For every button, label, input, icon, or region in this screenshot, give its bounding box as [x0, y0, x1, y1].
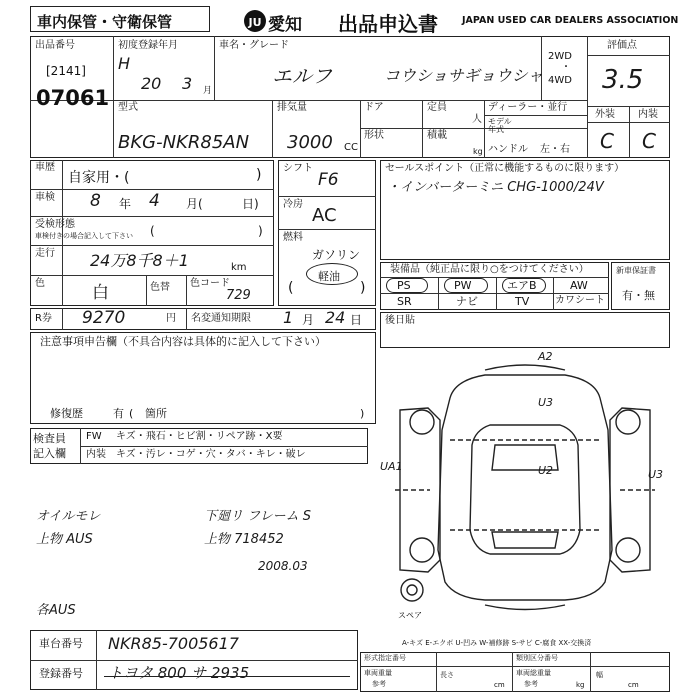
body-outline-shape — [438, 375, 612, 600]
inspector-fw-tag: FW — [86, 431, 102, 442]
load-label: 積載 — [427, 130, 447, 141]
displacement: 3000 — [287, 132, 333, 153]
inspector-int-text: キズ・汚レ・コゲ・穴・タバ・キレ・破レ — [116, 449, 306, 460]
model-designation-label: 形式指定番号 — [364, 654, 406, 662]
mileage-value: 24万8千8＋1 — [90, 251, 189, 270]
exterior-grade: C — [600, 129, 614, 153]
after-label: 後日貼 — [385, 315, 415, 326]
model-label: 型式 — [118, 102, 138, 113]
wheel-rr-icon — [616, 538, 640, 562]
color-code: 729 — [226, 288, 251, 303]
plate-label: 登録番号 — [39, 667, 83, 680]
storage-box — [30, 6, 210, 32]
interior-label: 内装 — [638, 109, 658, 120]
note-upper-left: 上物 AUS — [36, 532, 93, 547]
chassis-number: NKR85-7005617 — [108, 634, 239, 653]
note-upper-right: 上物 718452 — [204, 532, 284, 547]
damage-legend: A-キズ E-エクボ U-凹み W-補修跡 S-サビ C-腐食 XX-交換済 — [402, 639, 592, 647]
vehicle-diagram — [380, 350, 670, 620]
consignment-close: ) — [258, 224, 263, 238]
transmission-value: F6 — [318, 170, 339, 190]
color-code-label: 色コード — [190, 278, 230, 289]
capacity-label: 定員 — [427, 102, 447, 113]
lot-number: 07061 — [36, 86, 110, 110]
mileage-unit: km — [231, 262, 247, 273]
logo-text: JU — [248, 16, 262, 29]
vehicle-grade: コウショサギョウシャ — [384, 66, 544, 85]
inspection-day: 日) — [242, 197, 259, 211]
fuel-label: 燃料 — [283, 232, 303, 243]
spare-wheel-icon — [401, 579, 423, 601]
mark-u3-top: U3 — [538, 396, 554, 409]
consignment-open: ( — [150, 224, 155, 238]
interior-grade: C — [642, 129, 656, 153]
form-title: 出品申込書 — [338, 12, 438, 36]
equip-pw: PW — [454, 279, 472, 292]
chassis-label: 車台番号 — [39, 637, 83, 650]
ref-label-2: 参考 — [524, 680, 538, 688]
lot-sub: [2141] — [46, 64, 86, 78]
ac-value: AC — [312, 205, 337, 226]
inspector-fw-text: キズ・飛石・ヒビ割・リペア跡・X要 — [116, 431, 283, 442]
ac-label: 冷房 — [283, 199, 303, 210]
mark-a2: A2 — [538, 350, 553, 363]
length-label: 長さ — [440, 671, 454, 679]
notice-month-suffix: 月 — [302, 313, 315, 327]
note-date: 2008.03 — [258, 559, 308, 573]
drive-dot: ・ — [561, 62, 571, 73]
equip-sr: SR — [397, 295, 412, 308]
mark-u3-right: U3 — [648, 468, 664, 481]
total-weight-label: 車両総重量 — [516, 669, 551, 677]
recycle-yen: 円 — [166, 313, 176, 324]
length-cm: cm — [494, 681, 505, 689]
notice-month: 1 — [283, 308, 294, 327]
grade-score: 3.5 — [602, 65, 644, 95]
repair-label: 修復歴 — [50, 407, 83, 420]
color-label: 色 — [35, 278, 45, 289]
inspector-label-2: 記入欄 — [33, 447, 66, 460]
registration-era: H — [118, 54, 131, 73]
inspection-year: 8 — [90, 191, 101, 211]
recycle-label: R券 — [35, 313, 52, 324]
fuel-paren-open: ( — [288, 280, 294, 296]
equip-tv: TV — [515, 295, 530, 308]
vehicle-name: エルフ — [272, 64, 332, 88]
capacity-unit: 人 — [472, 114, 482, 125]
notes-label: 注意事項申告欄（不具合内容は具体的に記入して下さい） — [40, 335, 326, 348]
vehicle-name-label: 車名・グレード — [219, 40, 289, 51]
transmission-label: シフト — [283, 163, 313, 174]
lot-label: 出品番号 — [35, 40, 75, 51]
registration-year: 20 — [141, 74, 162, 93]
selling-points-label: セールスポイント（正常に機能するものに限ります） — [385, 163, 625, 174]
model-code: BKG-NKR85AN — [118, 132, 250, 153]
cc-unit: CC — [344, 142, 358, 153]
inspector-label-1: 検査員 — [33, 432, 66, 445]
equip-ps: PS — [397, 279, 411, 292]
mark-u2: U2 — [538, 464, 554, 477]
note-bottom: 各AUS — [36, 603, 76, 618]
wheel-rl-icon — [410, 538, 434, 562]
ref-label-1: 参考 — [372, 680, 386, 688]
registration-label: 初度登録年月 — [118, 40, 178, 51]
front-bumper-shape — [485, 365, 565, 370]
selling-points-text: ・インバーターミニ CHG-1000/24V — [387, 180, 604, 195]
inspection-gatsu: 月( — [186, 197, 203, 211]
plate-number: トヨタ 800 サ 2935 — [108, 664, 250, 682]
repair-paren-close: ) — [360, 407, 365, 420]
wheel-fr-icon — [616, 410, 640, 434]
wheel-fl-icon — [410, 410, 434, 434]
history-value: 自家用・( — [68, 170, 130, 186]
note-oil-leak: オイルモレ — [36, 509, 101, 524]
notice-day: 24 — [325, 308, 346, 327]
registration-month-suffix: 月 — [203, 86, 213, 96]
fuel-gasoline: ガソリン — [312, 248, 361, 262]
exterior-label: 外装 — [595, 109, 615, 120]
storage-label: 車内保管・守衛保管 — [37, 13, 173, 31]
door-label: ドア — [364, 102, 384, 113]
equip-aw: AW — [570, 279, 588, 292]
mileage-label: 走行 — [35, 248, 55, 259]
org-name: 愛知 — [268, 15, 302, 35]
equipment-label: 装備品（純正品に限り○をつけてください） — [390, 264, 589, 275]
color-replace-label: 色替 — [150, 282, 170, 293]
note-frame: 下廻リ フレーム S — [204, 509, 311, 524]
repair-paren-open: ( — [129, 407, 134, 420]
equip-sheet: カワシート — [555, 295, 605, 306]
inspection-month: 4 — [149, 191, 160, 211]
inspection-label: 車検 — [35, 192, 55, 203]
after-box — [380, 312, 670, 348]
handle-label: ハンドル — [488, 144, 528, 155]
bottom-right-table — [360, 652, 670, 692]
association-name: JAPAN USED CAR DEALERS ASSOCIATION — [462, 15, 679, 26]
handle-value: 左・右 — [540, 144, 570, 155]
color-value: 白 — [92, 283, 109, 303]
rear-bumper-shape — [485, 605, 565, 610]
inspection-nen: 年 — [119, 197, 132, 211]
consignment-label: 受検形態 — [35, 219, 75, 230]
width-label: 幅 — [596, 671, 603, 679]
recycle-amount: 9270 — [82, 308, 126, 328]
consignment-sub: 車検付きの場合記入して下さい — [35, 232, 133, 240]
history-close: ) — [256, 167, 262, 183]
notice-day-suffix: 日 — [350, 313, 363, 327]
drive-2wd: 2WD — [548, 51, 572, 62]
width-cm: cm — [628, 681, 639, 689]
equip-airbag: エアB — [507, 279, 537, 292]
model-year-label: モデル 年式 — [488, 117, 512, 134]
shape-label: 形状 — [364, 130, 384, 141]
repair-part: 箇所 — [145, 407, 167, 420]
fuel-diesel: 軽油 — [318, 270, 340, 283]
warranty-value: 有・無 — [622, 289, 655, 302]
drive-4wd: 4WD — [548, 75, 572, 86]
kg-unit: kg — [576, 681, 585, 689]
dealer-label: ディーラー・並行 — [488, 102, 568, 113]
fuel-paren-close: ) — [360, 280, 366, 296]
load-unit: kg — [473, 147, 483, 156]
repair-value: 有 — [113, 407, 124, 420]
registration-month: 3 — [182, 74, 193, 93]
selling-points-box — [380, 160, 670, 260]
vehicle-weight-label: 車両重量 — [364, 669, 392, 677]
history-label: 車歴 — [35, 162, 55, 173]
inspector-int-tag: 内装 — [86, 449, 106, 460]
mark-ua1: UA1 — [380, 460, 403, 473]
class-number-label: 類別区分番号 — [516, 654, 558, 662]
displacement-label: 排気量 — [277, 102, 307, 113]
notice-label: 名変通知期限 — [191, 313, 251, 324]
rear-window-shape — [492, 532, 558, 548]
equip-navi: ナビ — [456, 295, 478, 308]
spare-label: スペア — [398, 611, 422, 620]
warranty-label: 新車保証書 — [616, 266, 656, 275]
grade-label: 評価点 — [607, 40, 637, 51]
